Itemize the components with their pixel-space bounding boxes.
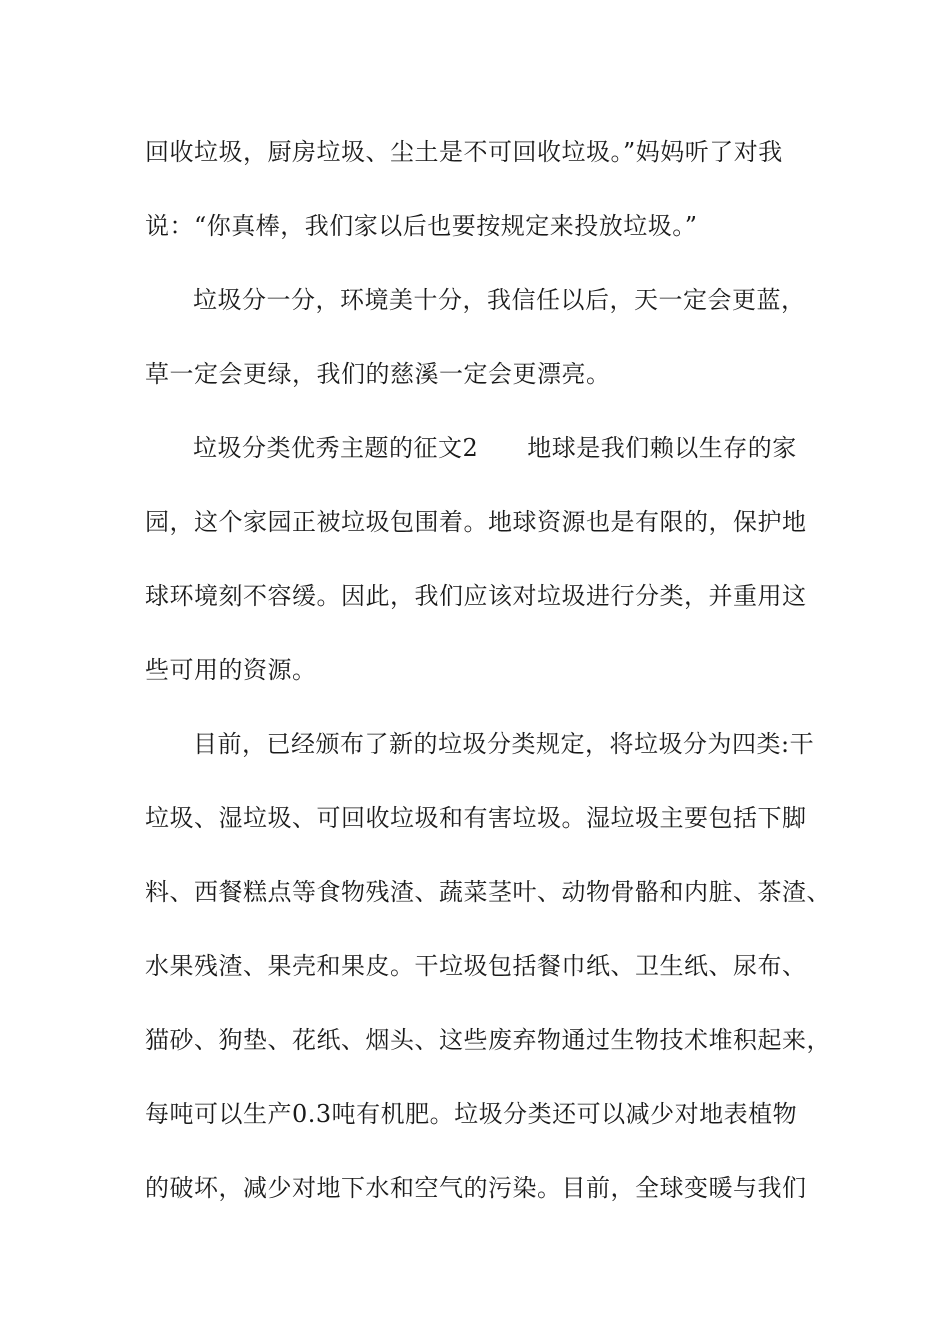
paragraph-line: 目前，已经颁布了新的垃圾分类规定，将垃圾分为四类:干: [193, 730, 815, 758]
text-line: 料、西餐糕点等食物残渣、蔬菜茎叶、动物骨骼和内脏、茶渣、: [145, 878, 831, 906]
text-line: 垃圾、湿垃圾、可回收垃圾和有害垃圾。湿垃圾主要包括下脚: [145, 804, 807, 832]
paragraph-line: 垃圾分一分，环境美十分，我信任以后，天一定会更蓝，: [193, 286, 806, 314]
text-line: 回收垃圾，厨房垃圾、尘土是不可回收垃圾。”妈妈听了对我: [145, 138, 783, 166]
text-line: 园，这个家园正被垃圾包围着。地球资源也是有限的，保护地: [145, 508, 807, 536]
text-line: 水果残渣、果壳和果皮。干垃圾包括餐巾纸、卫生纸、尿布、: [145, 952, 807, 980]
text-line: 的破坏，减少对地下水和空气的污染。目前，全球变暖与我们: [145, 1174, 807, 1202]
text-line: 猫砂、狗垫、花纸、烟头、这些废弃物通过生物技术堆积起来，: [145, 1026, 831, 1054]
paragraph-line: 垃圾分类优秀主题的征文2 地球是我们赖以生存的家: [193, 434, 797, 462]
text-line: 球环境刻不容缓。因此，我们应该对垃圾进行分类，并重用这: [145, 582, 807, 610]
text-line: 些可用的资源。: [145, 656, 317, 684]
text-line: 草一定会更绿，我们的慈溪一定会更漂亮。: [145, 360, 611, 388]
text-line: 说：“你真棒，我们家以后也要按规定来投放垃圾。”: [145, 212, 698, 240]
text-line: 每吨可以生产0.3吨有机肥。垃圾分类还可以减少对地表植物: [145, 1100, 798, 1128]
